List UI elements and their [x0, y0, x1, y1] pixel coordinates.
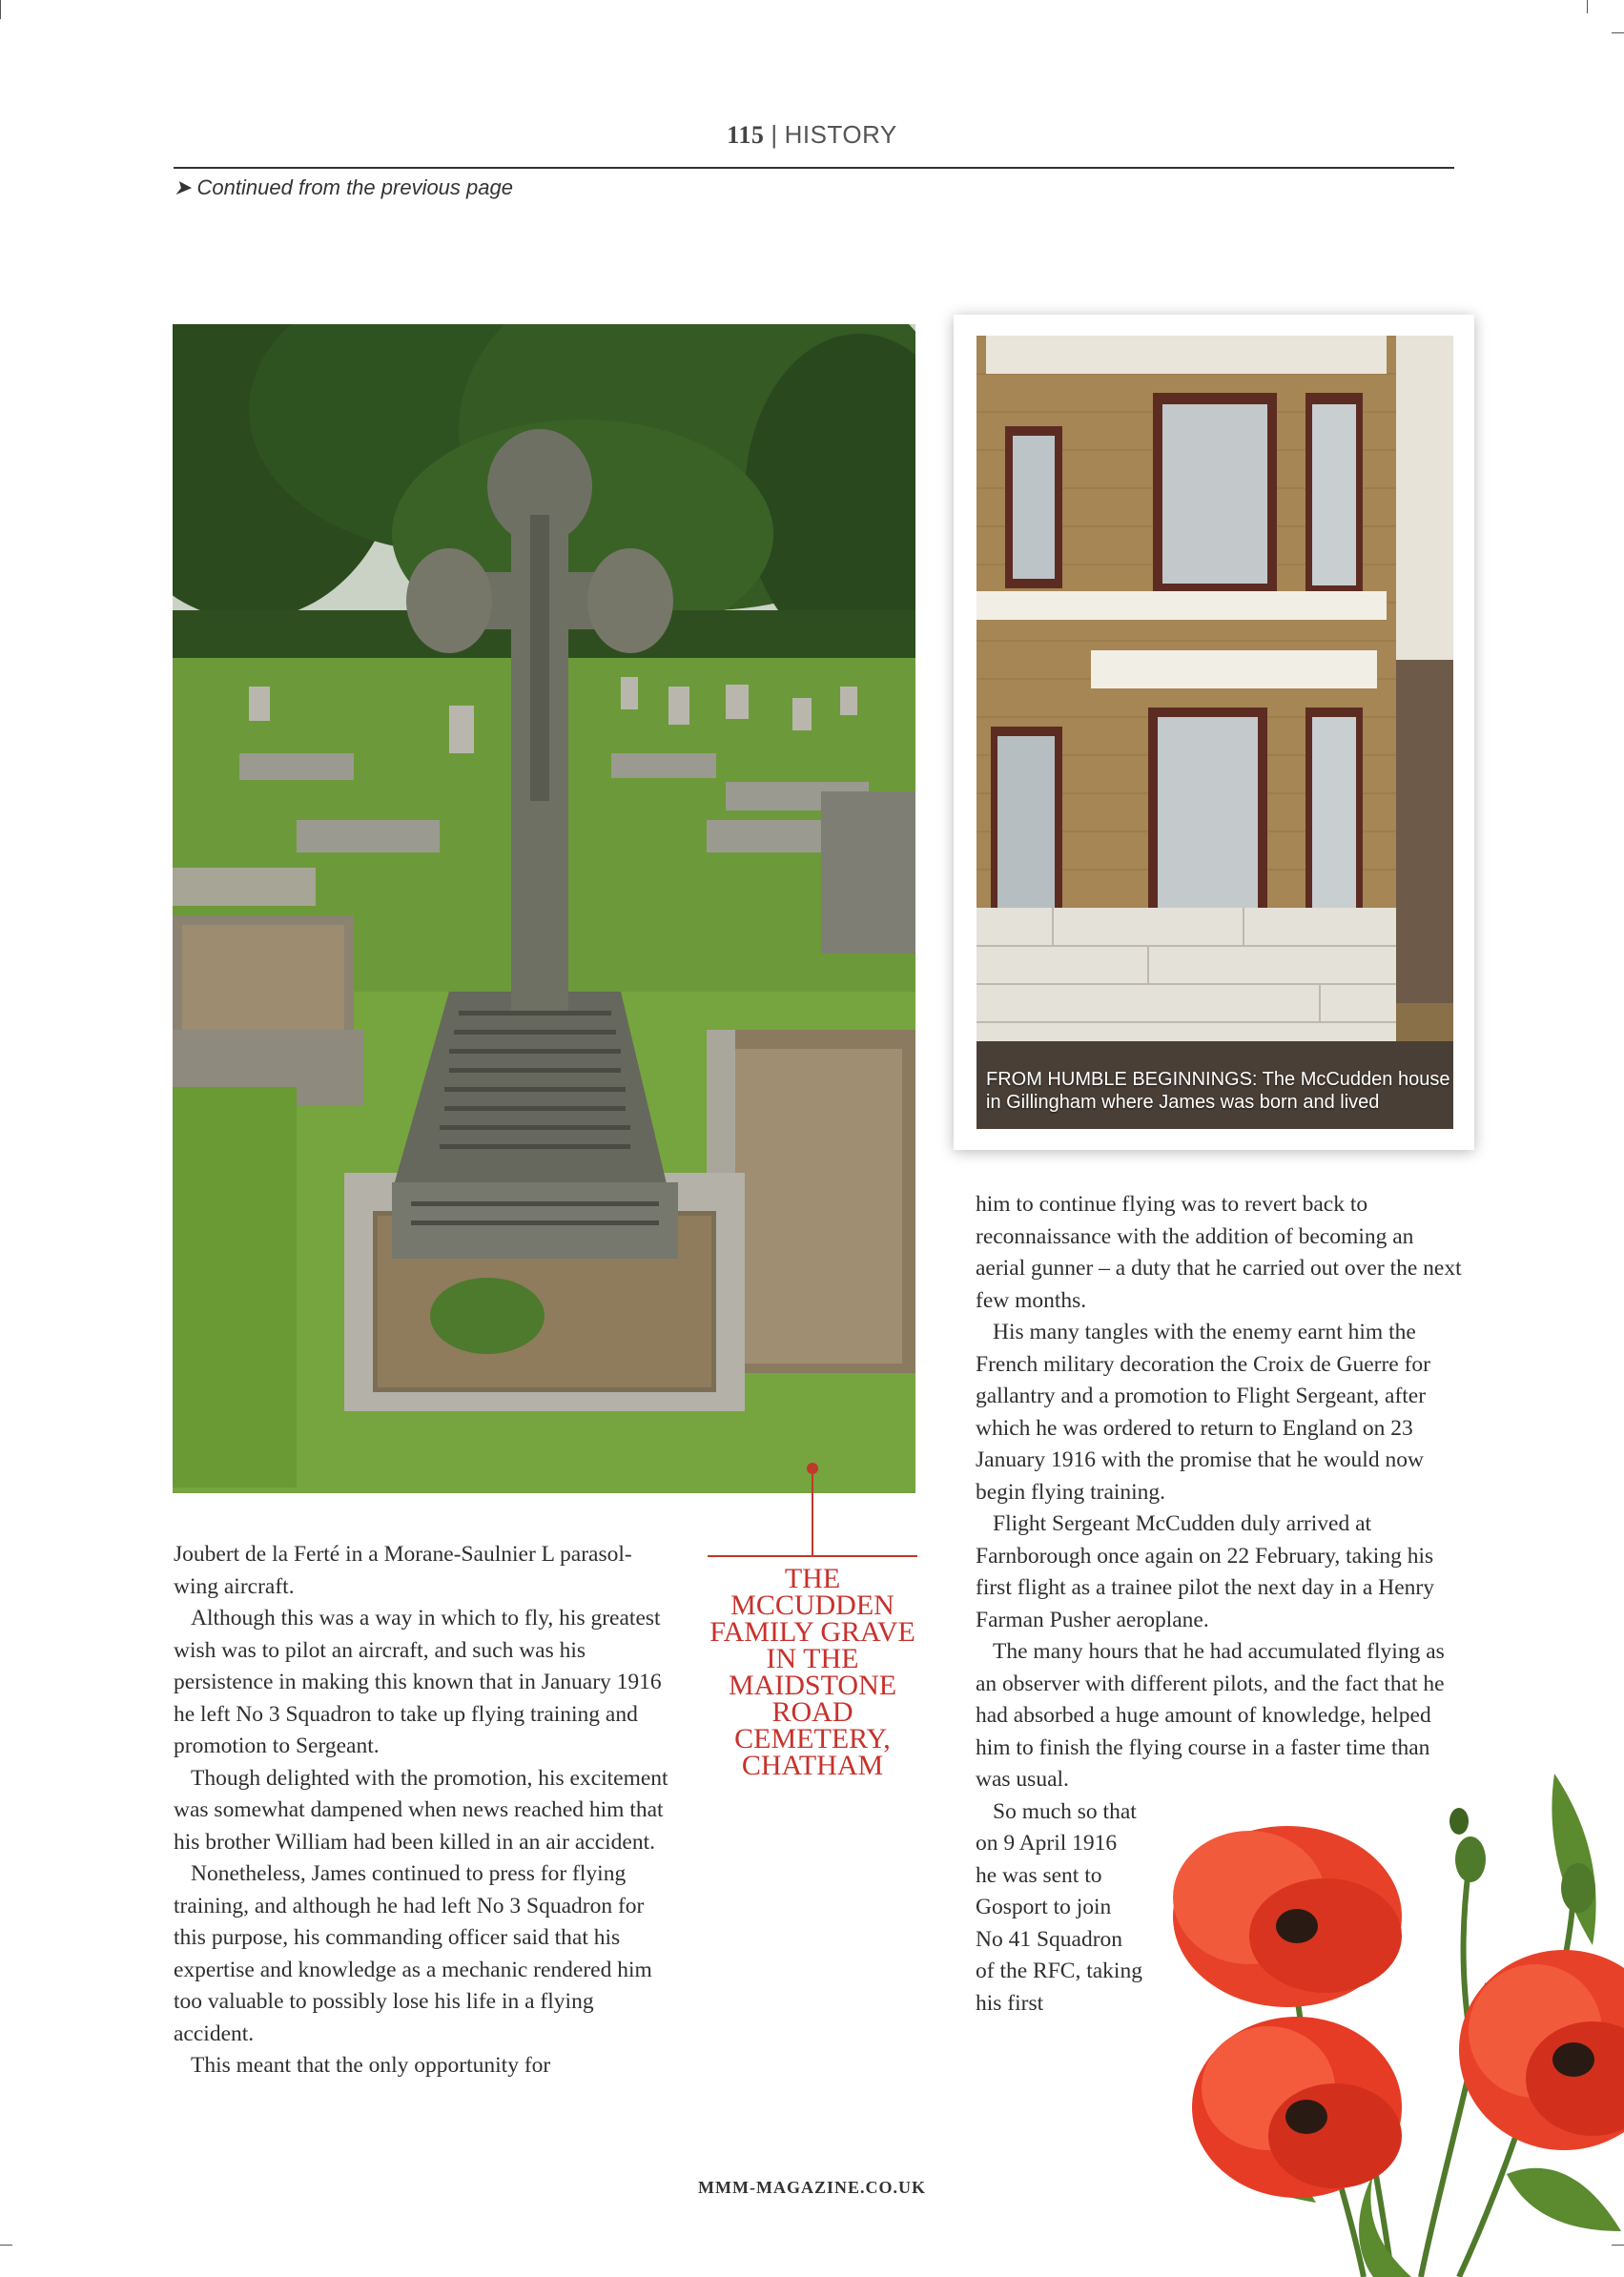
photo-caption: FROM HUMBLE BEGINNINGS: The McCudden house in Gillingham where James was born and lived — [986, 1069, 1450, 1113]
section-title: HISTORY — [784, 120, 897, 149]
grave-callout-caption: THE MCCUDDEN FAMILY GRAVE IN THE MAIDSTONE ROAD CEMETERY, CHATHAM — [709, 1563, 915, 1781]
header-rule — [174, 167, 1454, 169]
paragraph: him to continue flying was to revert back to reconnaissance with the addition of becoming an aerial gunner – a duty that he carried out over the next few months. — [976, 1192, 1462, 1313]
paragraph: Flight Sergeant McCudden duly arrived at Farnborough once again on 22 February, taking his first flight as a trainee pilot the next day in a Henry Farman Pusher aeroplane. — [976, 1511, 1434, 1632]
page-header — [0, 120, 1624, 150]
crop-mark — [1587, 0, 1588, 13]
house-photo-frame — [954, 315, 1474, 1150]
continued-note: ➤ Continued from the previous page — [174, 175, 513, 199]
header-separator: | — [771, 120, 778, 149]
paragraph: Although this was a way in which to fly, his greatest wish was to pilot an aircraft, and such was his persistence in making this known that in January 1916 he left No 3 Squadron to take up flying training and promotion to Sergeant. — [174, 1606, 662, 1758]
callout-rule — [708, 1555, 917, 1557]
poppy-flowers-illustration — [1144, 1774, 1624, 2277]
crop-mark — [0, 0, 1, 19]
paragraph: The many hours that he had accumulated flying as an observer with different pilots, and the fact that he had absorbed a huge amount of knowledge, helped him to finish the flying course in a faster time than was usual. — [976, 1639, 1445, 1792]
paragraph: This meant that the only opportunity for — [191, 2053, 551, 2078]
paragraph: Though delighted with the promotion, his excitement was somewhat dampened when news reached him that his brother William had been killed in an air accident. — [174, 1765, 668, 1855]
paragraph: So much so that on 9 April 1916 he was sent to Gosport to join No 41 Squadron of the RFC, taking his first — [976, 1798, 1142, 2016]
paragraph: Nonetheless, James continued to press for flying training, and although he had left No 3 Squadron for this purpose, his commanding officer said that his expertise and knowledge as a mechanic rendered him too valuable to possibly lose his life in a flying accident. — [174, 1861, 652, 2046]
paragraph: His many tangles with the enemy earnt him the French military decoration the Croix de Guerre for gallantry and a promotion to Flight Sergeant, after which he was ordered to return to England on 23 January 1916 with the promise that he would now begin flying training. — [976, 1320, 1431, 1505]
crop-mark — [0, 2245, 12, 2246]
footer-site-url: MMM-MAGAZINE.CO.UK — [698, 2178, 926, 2197]
cemetery-grave-photo — [173, 324, 915, 1493]
article-column-left — [174, 1539, 669, 2082]
crop-mark — [1612, 32, 1624, 33]
mccudden-house-photo — [976, 336, 1453, 1129]
callout-pointer-line — [812, 1468, 813, 1556]
paragraph: Joubert de la Ferté in a Morane-Saulnier L parasol-wing aircraft. — [174, 1542, 632, 1599]
page-number: 115 — [727, 121, 765, 149]
